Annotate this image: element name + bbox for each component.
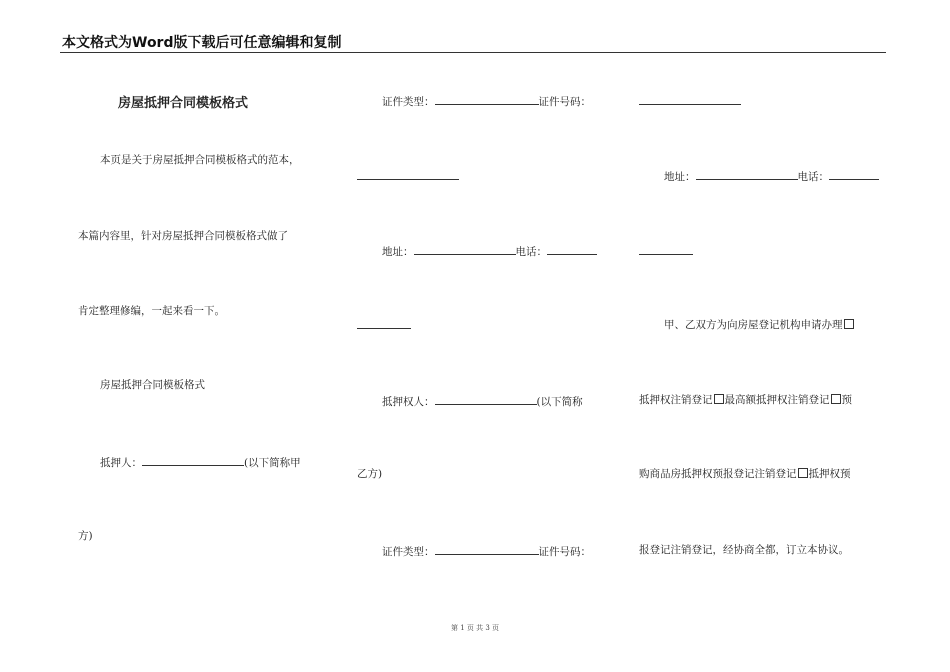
mortgagor-blank: [142, 454, 244, 466]
header-title: 本文格式为Word版下载后可任意编辑和复制: [62, 35, 342, 51]
intro-line-2: 本篇内容里，针对房屋抵押合同模板格式做了: [78, 230, 288, 242]
item-pre-start: 预: [841, 394, 852, 406]
phone-blank: [547, 243, 597, 255]
intro-line-1: 本页是关于房屋抵押合同模板格式的范本，: [100, 154, 300, 166]
checkbox-icon[interactable]: [714, 394, 724, 404]
address-label: 地址：: [382, 246, 414, 258]
id-type-line-2: [382, 543, 591, 559]
mortgagor-label: 抵押人：: [100, 457, 142, 469]
checkbox-icon[interactable]: [844, 319, 854, 329]
checkbox-icon[interactable]: [798, 468, 808, 478]
id-type-blank-2: [435, 543, 539, 555]
phone-blank-col3-cont: [639, 254, 693, 255]
page-number: 第 1 页 共 3 页: [450, 624, 500, 632]
phone-blank-cont: [357, 328, 411, 329]
mortgagor-line: [100, 454, 301, 470]
address-phone-line-col3: [664, 168, 879, 184]
header-divider: [60, 52, 886, 53]
agreement-line: 报登记注销登记，经协商全都，订立本协议。: [639, 544, 849, 556]
id-type-label: 证件类型：: [382, 96, 435, 108]
item-cancel-max-mortgage: 最高额抵押权注销登记: [724, 394, 830, 406]
address-phone-line: [382, 243, 597, 259]
id-type-line: [382, 93, 591, 109]
contract-subtitle: 房屋抵押合同模板格式: [100, 379, 205, 391]
mortgagee-blank: [435, 393, 537, 405]
phone-label-col3: 电话：: [797, 171, 829, 183]
address-label-col3: 地址：: [664, 171, 696, 183]
id-number-blank-col3: [639, 104, 741, 105]
id-number-label: 证件号码：: [538, 96, 591, 108]
address-blank: [414, 243, 516, 255]
mortgagee-suffix: (以下简称: [536, 396, 583, 408]
mortgagor-tail: 方): [78, 530, 93, 542]
checkbox-icon[interactable]: [831, 394, 841, 404]
mortgagee-line: [382, 393, 583, 409]
mortgagee-tail: 乙方): [357, 468, 383, 480]
phone-label: 电话：: [515, 246, 547, 258]
registration-types-line-1: [639, 393, 852, 407]
apply-line: [664, 318, 855, 332]
item-cancel-mortgage: 抵押权注销登记: [639, 394, 713, 406]
apply-text: 甲、乙双方为向房屋登记机构申请办理: [664, 319, 843, 331]
id-number-blank: [357, 179, 459, 180]
id-type-blank: [435, 93, 539, 105]
mortgagee-label: 抵押权人：: [382, 396, 435, 408]
id-type-label-2: 证件类型：: [382, 546, 435, 558]
intro-line-3: 肯定整理修编，一起来看一下。: [78, 305, 225, 317]
phone-blank-col3: [829, 168, 879, 180]
document-title: 房屋抵押合同模板格式: [118, 96, 249, 111]
item-pre-mortgage: 抵押权预: [808, 468, 851, 480]
address-blank-col3: [696, 168, 798, 180]
id-number-label-2: 证件号码：: [538, 546, 591, 558]
item-presale-mortgage: 购商品房抵押权预报登记注销登记: [639, 468, 797, 480]
mortgagor-suffix: (以下简称甲: [244, 457, 301, 469]
registration-types-line-2: [639, 467, 851, 481]
